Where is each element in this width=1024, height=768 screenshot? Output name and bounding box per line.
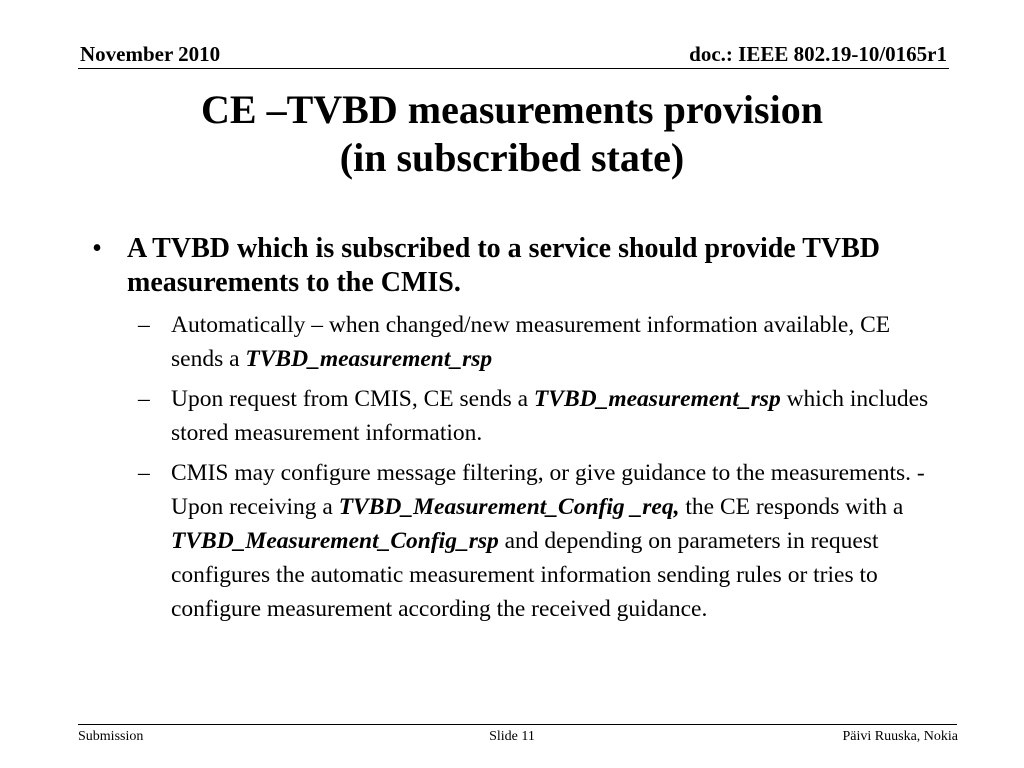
header-divider bbox=[78, 68, 949, 69]
sub-bullet-text: CMIS may configure message filtering, or give guidance to the measurements. - Upon receiving a bbox=[171, 460, 925, 520]
sub-bullet-text: Automatically – when changed/new measurement information available, CE sends a bbox=[171, 312, 891, 372]
sub-bullet-item-config bbox=[82, 456, 932, 626]
sub-bullet-text: the CE responds with a bbox=[679, 494, 904, 520]
bullet-item bbox=[82, 232, 932, 300]
sub-bullet-marker: – bbox=[138, 386, 150, 412]
sub-bullet-item-on-request bbox=[82, 382, 932, 450]
slide-title-line-2: (in subscribed state) bbox=[339, 135, 685, 180]
sub-bullet-list bbox=[82, 308, 932, 626]
message-name: TVBD_Measurement_Config _req, bbox=[338, 494, 680, 520]
message-name: TVBD_measurement_rsp bbox=[533, 386, 781, 412]
bullet-marker: • bbox=[92, 233, 102, 264]
footer-divider bbox=[78, 724, 957, 725]
header-doc-id: doc.: IEEE 802.19-10/0165r1 bbox=[689, 42, 947, 66]
footer-submission: Submission bbox=[78, 729, 144, 744]
slide-title bbox=[0, 86, 1024, 182]
sub-bullet-text: which includes stored measurement information. bbox=[171, 386, 929, 446]
footer-author: Päivi Ruuska, Nokia bbox=[842, 729, 958, 744]
slide-title-line-1: CE –TVBD measurements provision bbox=[201, 87, 823, 132]
sub-bullet-item-automatic bbox=[82, 308, 932, 376]
message-name: TVBD_Measurement_Config_rsp bbox=[171, 528, 499, 554]
slide-body bbox=[82, 232, 932, 632]
sub-bullet-text: and depending on parameters in request configures the automatic measurement information sending rules or tries to configure measurement according the received guidance. bbox=[171, 528, 879, 622]
message-name: TVBD_measurement_rsp bbox=[245, 346, 493, 372]
header-date: November 2010 bbox=[80, 42, 221, 66]
sub-bullet-marker: – bbox=[138, 312, 150, 338]
footer-slide-number: Slide 11 bbox=[489, 729, 535, 744]
sub-bullet-marker: – bbox=[138, 460, 150, 486]
sub-bullet-text: Upon request from CMIS, CE sends a bbox=[171, 386, 534, 412]
bullet-text: A TVBD which is subscribed to a service should provide TVBD measurements to the CMIS. bbox=[127, 233, 881, 298]
